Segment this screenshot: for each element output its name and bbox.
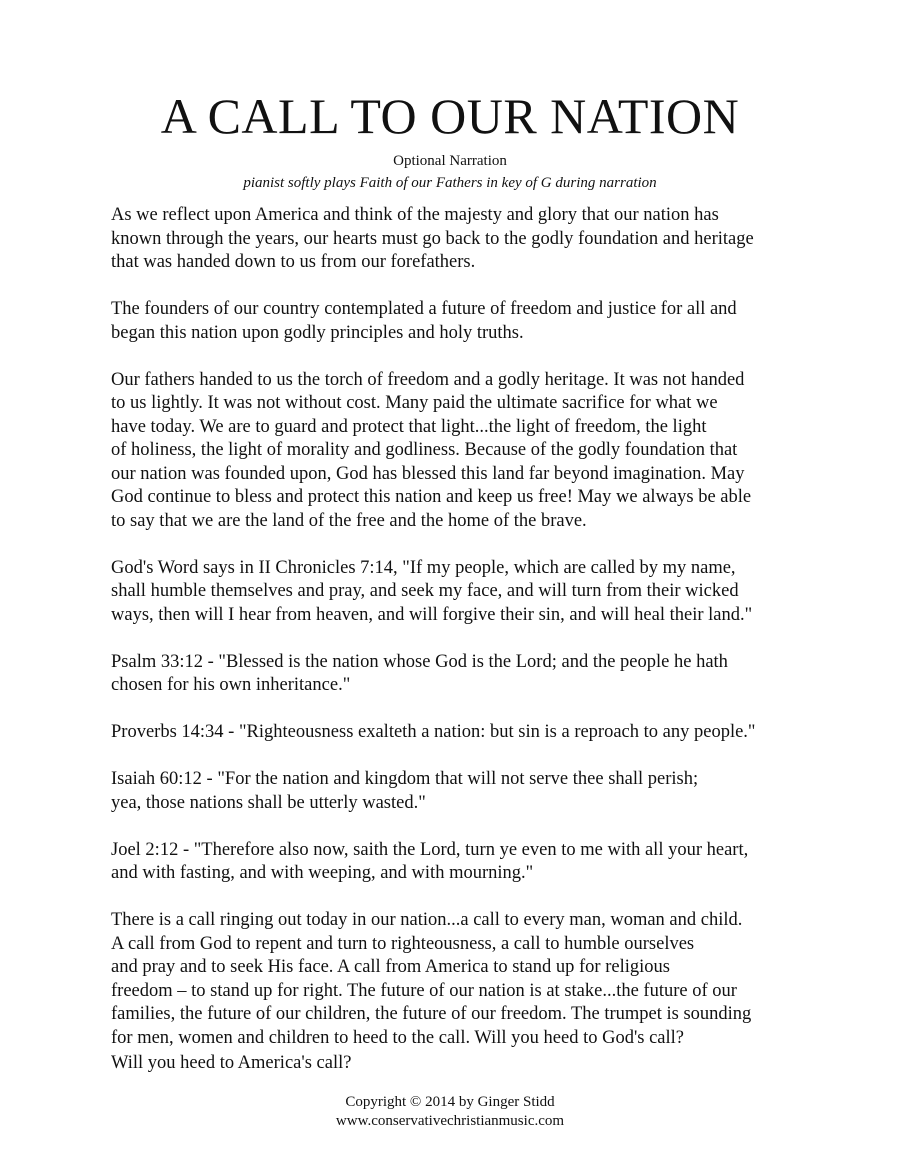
text-line: God continue to bless and protect this nation and keep us free! May we always be able	[111, 487, 752, 507]
text-line: The founders of our country contemplated a future of freedom and justice for all and	[111, 299, 737, 319]
text-line: have today. We are to guard and protect that light...the light of freedom, the light	[111, 416, 707, 437]
paragraph-chronicles	[111, 557, 851, 628]
text-line: freedom – to stand up for right. The future of our nation is at stake...the future of our	[111, 980, 737, 1001]
text-line: Joel 2:12 - "Therefore also now, saith the Lord, turn ye even to me with all your heart,	[111, 839, 749, 860]
text-line: As we reflect upon America and think of the majesty and glory that our nation has	[111, 205, 719, 225]
text-line: our nation was founded upon, God has blessed this land far beyond imagination. May	[111, 463, 745, 484]
text-line: to us lightly. It was not without cost. Many paid the ultimate sacrifice for what we	[111, 393, 718, 413]
paragraph-psalm	[111, 651, 851, 698]
copyright-notice: Copyright © 2014 by Ginger Stidd	[345, 1094, 555, 1110]
text-line: and with fasting, and with weeping, and with mourning."	[111, 863, 534, 883]
paragraph-torch-of-freedom	[111, 369, 851, 534]
paragraph-joel	[111, 839, 851, 886]
final-question: Will you heed to America's call?	[111, 1053, 352, 1073]
text-line: to say that we are the land of the free and the home of the brave.	[111, 510, 587, 531]
text-line: that was handed down to us from our forefathers.	[111, 252, 476, 272]
narration-body	[111, 204, 851, 1076]
text-line: families, the future of our children, the future of our freedom. The trumpet is sounding	[111, 1004, 752, 1024]
text-line: God's Word says in II Chronicles 7:14, "If my people, which are called by my name,	[111, 557, 736, 578]
text-line: known through the years, our hearts must go back to the godly foundation and heritage	[111, 228, 754, 249]
paragraph-isaiah	[111, 768, 851, 815]
text-line: Our fathers handed to us the torch of freedom and a godly heritage. It was not handed	[111, 369, 745, 390]
paragraph-reflection	[111, 204, 851, 275]
document-subtitle: Optional Narration	[393, 153, 507, 169]
text-line: yea, those nations shall be utterly wasted."	[111, 792, 426, 813]
text-line: of holiness, the light of morality and godliness. Because of the godly foundation that	[111, 440, 738, 460]
text-line: There is a call ringing out today in our nation...a call to every man, woman and child.	[111, 910, 743, 930]
text-line: chosen for his own inheritance."	[111, 675, 351, 695]
text-line: began this nation upon godly principles and holy truths.	[111, 322, 524, 343]
text-line: Isaiah 60:12 - "For the nation and kingdom that will not serve thee shall perish;	[111, 769, 699, 789]
text-line: and pray and to seek His face. A call from America to stand up for religious	[111, 957, 670, 977]
website-url: www.conservativechristianmusic.com	[335, 1113, 565, 1129]
paragraph-proverbs	[111, 721, 851, 745]
text-line: Proverbs 14:34 - "Righteousness exalteth a nation: but sin is a reproach to any people."	[111, 722, 756, 742]
paragraph-founders	[111, 298, 851, 345]
paragraph-call-to-nation	[111, 909, 851, 1076]
text-line: Psalm 33:12 - "Blessed is the nation whose God is the Lord; and the people he hath	[111, 651, 728, 672]
document-footer	[0, 1093, 900, 1131]
text-line: ways, then will I hear from heaven, and will forgive their sin, and will heal their land."	[111, 604, 753, 625]
text-line: shall humble themselves and pray, and seek my face, and will turn from their wicked	[111, 581, 739, 601]
document-title: A CALL TO OUR NATION	[160, 88, 740, 144]
text-line: for men, women and children to heed to the call. Will you heed to God's call?	[111, 1027, 685, 1048]
text-line: A call from God to repent and turn to righteousness, a call to humble ourselves	[111, 933, 695, 954]
narration-instruction: pianist softly plays Faith of our Fathers in key of G during narration	[243, 175, 657, 191]
